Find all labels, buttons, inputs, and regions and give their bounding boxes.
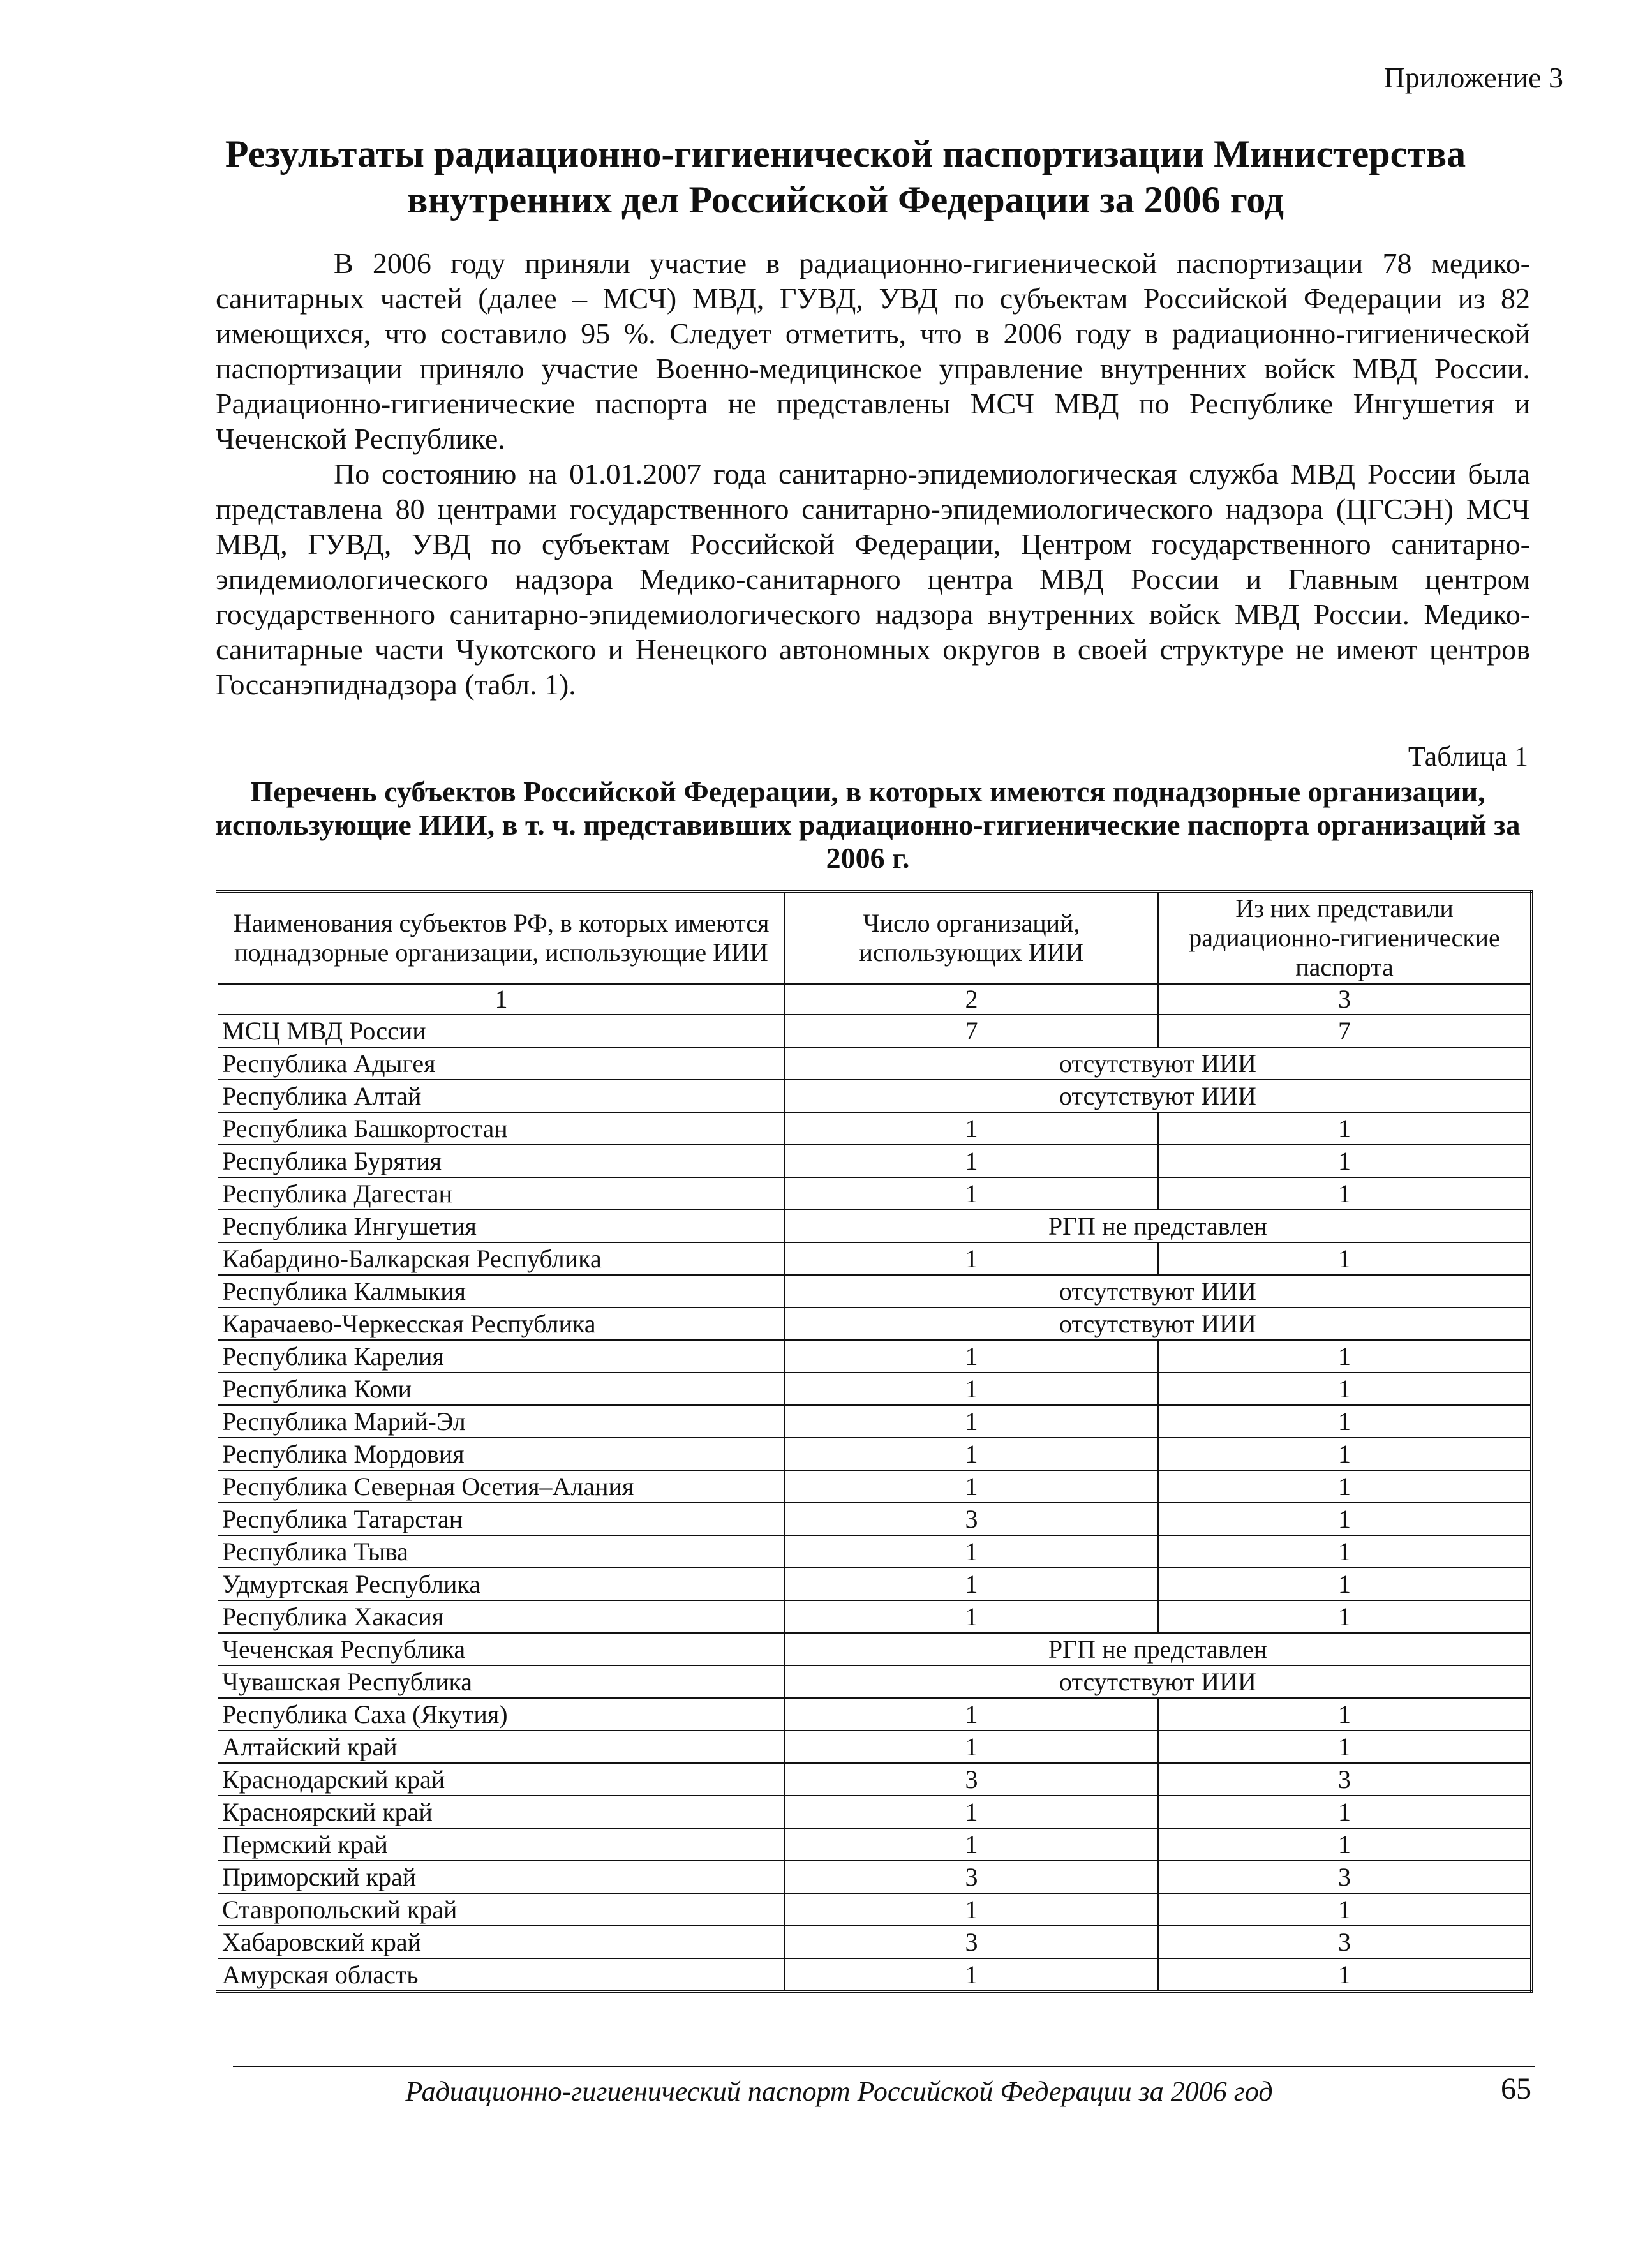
subject-name-cell: Республика Саха (Якутия) <box>217 1698 785 1731</box>
table-row <box>217 1015 1531 1047</box>
org-count-cell: 1 <box>785 1828 1158 1861</box>
table-row <box>217 1275 1531 1307</box>
table-row <box>217 1080 1531 1112</box>
subject-name-cell: Республика Карелия <box>217 1340 785 1373</box>
passport-count-cell: 1 <box>1158 1177 1531 1210</box>
table-label: Таблица 1 <box>1408 741 1528 772</box>
footer-text: Радиационно-гигиенический паспорт Российской Федерации за 2006 год <box>405 2076 1273 2107</box>
table-row <box>217 1503 1531 1535</box>
subject-name-cell: Амурская область <box>217 1958 785 1992</box>
subject-name-cell: Кабардино-Балкарская Республика <box>217 1242 785 1275</box>
subject-name-cell: Чеченская Республика <box>217 1633 785 1665</box>
passport-count-cell: 1 <box>1158 1828 1531 1861</box>
column-number: 3 <box>1158 984 1531 1015</box>
table-row <box>217 1177 1531 1210</box>
passport-count-cell: 1 <box>1158 1112 1531 1145</box>
column-number: 2 <box>785 984 1158 1015</box>
subject-name-cell: Краснодарский край <box>217 1763 785 1796</box>
org-count-cell: 1 <box>785 1470 1158 1503</box>
subject-name-cell: Республика Алтай <box>217 1080 785 1112</box>
page-number: 65 <box>1501 2072 1531 2106</box>
org-count-cell: 1 <box>785 1340 1158 1373</box>
table-row <box>217 1405 1531 1438</box>
org-count-cell: 1 <box>785 1796 1158 1828</box>
org-count-cell: 7 <box>785 1015 1158 1047</box>
intro-paragraph: В 2006 году приняли участие в радиационно-гигиенической паспортизации 78 медико-санитарных частей (далее – МСЧ) МВД, ГУВД, УВД по субъектам Российской Федерации из 82 имеющихся, что составило 95 %. Следует отметить, что в 2006 году в радиационно-гигиенической паспортизации приняло участие Военно-медицинское управление внутренних войск МВД России. Радиационно-гигиенические паспорта не представлены МСЧ МВД по Республике Ингушетия и Чеченской Республике. <box>216 247 1530 455</box>
column-number-row <box>217 984 1531 1015</box>
subject-name-cell: Республика Ингушетия <box>217 1210 785 1242</box>
passport-count-cell: 1 <box>1158 1893 1531 1926</box>
table-row <box>217 1893 1531 1926</box>
table-row <box>217 1698 1531 1731</box>
subjects-table <box>216 890 1533 1993</box>
subject-name-cell: МСЦ МВД России <box>217 1015 785 1047</box>
table-row <box>217 1958 1531 1992</box>
table-row <box>217 1633 1531 1665</box>
status-note-cell: отсутствуют ИИИ <box>785 1047 1531 1080</box>
subject-name-cell: Республика Калмыкия <box>217 1275 785 1307</box>
table-row <box>217 1600 1531 1633</box>
passport-count-cell: 1 <box>1158 1145 1531 1177</box>
table-body <box>217 1015 1531 1992</box>
subject-name-cell: Республика Мордовия <box>217 1438 785 1470</box>
org-count-cell: 3 <box>785 1926 1158 1958</box>
passport-count-cell: 1 <box>1158 1373 1531 1405</box>
org-count-cell: 1 <box>785 1438 1158 1470</box>
table-row <box>217 1340 1531 1373</box>
org-count-cell: 3 <box>785 1861 1158 1893</box>
table-row <box>217 1373 1531 1405</box>
passport-count-cell: 3 <box>1158 1763 1531 1796</box>
org-count-cell: 1 <box>785 1568 1158 1600</box>
subject-name-cell: Республика Татарстан <box>217 1503 785 1535</box>
subject-name-cell: Республика Коми <box>217 1373 785 1405</box>
org-count-cell: 1 <box>785 1535 1158 1568</box>
page-title: Результаты радиационно-гигиенической паспортизации Министерства внутренних дел Российской Федерации за 2006 год <box>225 133 1466 221</box>
subject-name-cell: Республика Северная Осетия–Алания <box>217 1470 785 1503</box>
table-title: Перечень субъектов Российской Федерации, в которых имеются поднадзорные организации, использующие ИИИ, в т. ч. представивших радиационно-гигиенические паспорта организаций за 2006 г. <box>215 775 1521 874</box>
status-note-cell: отсутствуют ИИИ <box>785 1080 1531 1112</box>
org-count-cell: 1 <box>785 1958 1158 1992</box>
status-note-cell: отсутствуют ИИИ <box>785 1307 1531 1340</box>
org-count-cell: 3 <box>785 1503 1158 1535</box>
status-note-cell: РГП не представлен <box>785 1210 1531 1242</box>
org-count-cell: 1 <box>785 1600 1158 1633</box>
column-header-subjects: Наименования субъектов РФ, в которых имеются поднадзорные организации, использующие ИИИ <box>217 891 785 984</box>
column-number: 1 <box>217 984 785 1015</box>
org-count-cell: 1 <box>785 1698 1158 1731</box>
subject-name-cell: Республика Дагестан <box>217 1177 785 1210</box>
table-row <box>217 1926 1531 1958</box>
column-header-passports: Из них представили радиационно-гигиенические паспорта <box>1158 891 1531 984</box>
org-count-cell: 1 <box>785 1373 1158 1405</box>
table-row <box>217 1731 1531 1763</box>
org-count-cell: 1 <box>785 1145 1158 1177</box>
org-count-cell: 1 <box>785 1731 1158 1763</box>
table-row <box>217 1145 1531 1177</box>
passport-count-cell: 1 <box>1158 1405 1531 1438</box>
subject-name-cell: Республика Хакасия <box>217 1600 785 1633</box>
passport-count-cell: 1 <box>1158 1958 1531 1992</box>
status-note-cell: РГП не представлен <box>785 1633 1531 1665</box>
subject-name-cell: Республика Адыгея <box>217 1047 785 1080</box>
passport-count-cell: 1 <box>1158 1600 1531 1633</box>
table-header-row <box>217 891 1531 984</box>
table-row <box>217 1307 1531 1340</box>
subject-name-cell: Ставропольский край <box>217 1893 785 1926</box>
org-count-cell: 1 <box>785 1405 1158 1438</box>
table-row <box>217 1047 1531 1080</box>
subject-name-cell: Удмуртская Республика <box>217 1568 785 1600</box>
org-count-cell: 1 <box>785 1177 1158 1210</box>
subject-name-cell: Хабаровский край <box>217 1926 785 1958</box>
passport-count-cell: 3 <box>1158 1926 1531 1958</box>
intro-text <box>216 246 1530 702</box>
passport-count-cell: 3 <box>1158 1861 1531 1893</box>
passport-count-cell: 1 <box>1158 1731 1531 1763</box>
org-count-cell: 1 <box>785 1893 1158 1926</box>
status-note-cell: отсутствуют ИИИ <box>785 1665 1531 1698</box>
subject-name-cell: Приморский край <box>217 1861 785 1893</box>
table-row <box>217 1796 1531 1828</box>
subject-name-cell: Чувашская Республика <box>217 1665 785 1698</box>
footer-divider <box>233 2066 1535 2067</box>
passport-count-cell: 1 <box>1158 1470 1531 1503</box>
org-count-cell: 1 <box>785 1112 1158 1145</box>
subject-name-cell: Республика Бурятия <box>217 1145 785 1177</box>
passport-count-cell: 1 <box>1158 1438 1531 1470</box>
passport-count-cell: 1 <box>1158 1796 1531 1828</box>
subject-name-cell: Пермский край <box>217 1828 785 1861</box>
subject-name-cell: Республика Марий-Эл <box>217 1405 785 1438</box>
passport-count-cell: 1 <box>1158 1535 1531 1568</box>
subject-name-cell: Алтайский край <box>217 1731 785 1763</box>
table-row <box>217 1438 1531 1470</box>
table-row <box>217 1210 1531 1242</box>
passport-count-cell: 1 <box>1158 1242 1531 1275</box>
table-row <box>217 1242 1531 1275</box>
table-row <box>217 1861 1531 1893</box>
table-row <box>217 1470 1531 1503</box>
passport-count-cell: 1 <box>1158 1698 1531 1731</box>
passport-count-cell: 7 <box>1158 1015 1531 1047</box>
passport-count-cell: 1 <box>1158 1503 1531 1535</box>
passport-count-cell: 1 <box>1158 1340 1531 1373</box>
subject-name-cell: Карачаево-Черкесская Республика <box>217 1307 785 1340</box>
org-count-cell: 3 <box>785 1763 1158 1796</box>
subject-name-cell: Республика Тыва <box>217 1535 785 1568</box>
column-header-org-count: Число организаций, использующих ИИИ <box>785 891 1158 984</box>
passport-count-cell: 1 <box>1158 1568 1531 1600</box>
status-note-cell: отсутствуют ИИИ <box>785 1275 1531 1307</box>
subject-name-cell: Красноярский край <box>217 1796 785 1828</box>
intro-paragraph: По состоянию на 01.01.2007 года санитарно-эпидемиологическая служба МВД России была представлена 80 центрами государственного санитарно-эпидемиологического надзора (ЦГСЭН) МСЧ МВД, ГУВД, УВД по субъектам Российской Федерации, Центром государственного санитарно-эпидемиологического надзора Медико-санитарного центра МВД России и Главным центром государственного санитарно-эпидемиологического надзора внутренних войск МВД России. Медико-санитарные части Чукотского и Ненецкого автономных округов в своей структуре не имеют центров Госсанэпиднадзора (табл. 1). <box>216 458 1530 701</box>
appendix-label: Приложение 3 <box>1383 61 1563 94</box>
table-row <box>217 1535 1531 1568</box>
table-row <box>217 1112 1531 1145</box>
subject-name-cell: Республика Башкортостан <box>217 1112 785 1145</box>
org-count-cell: 1 <box>785 1242 1158 1275</box>
table-row <box>217 1828 1531 1861</box>
table-row <box>217 1665 1531 1698</box>
table-row <box>217 1763 1531 1796</box>
table-row <box>217 1568 1531 1600</box>
